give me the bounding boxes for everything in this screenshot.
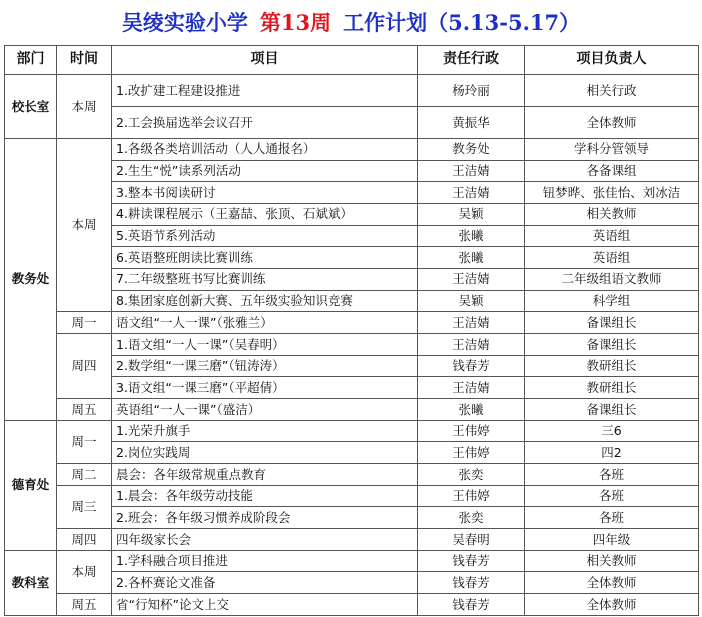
owner-cell: 备课组长 [525,399,699,421]
table-row [5,529,699,551]
admin-cell: 王洁婧 [418,269,525,291]
admin-cell: 杨玲丽 [418,75,525,107]
table-row [5,334,699,356]
admin-cell: 王洁婧 [418,160,525,182]
item-cell: 1.学科融合项目推进 [112,550,418,572]
admin-cell: 张曦 [418,225,525,247]
header-time: 时间 [57,46,112,75]
owner-cell: 三6 [525,420,699,442]
table-row [5,312,699,334]
admin-cell: 吴颖 [418,290,525,312]
table-row [5,594,699,616]
time-cell: 周一 [57,312,112,334]
admin-cell: 张曦 [418,399,525,421]
dept-cell: 校长室 [5,75,57,139]
item-cell: 2.数学组“一课三磨”（钮涛涛） [112,355,418,377]
owner-cell: 教研组长 [525,377,699,399]
owner-cell: 英语组 [525,225,699,247]
time-cell: 周五 [57,399,112,421]
admin-cell: 钱春芳 [418,550,525,572]
admin-cell: 王洁婧 [418,312,525,334]
item-cell: 1.语文组“一人一课”（吴春明） [112,334,418,356]
owner-cell: 全体教师 [525,107,699,139]
admin-cell: 张奕 [418,464,525,486]
admin-cell: 王洁婧 [418,377,525,399]
title-school: 吴绫实验小学 [121,10,248,35]
item-cell: 1.改扩建工程建设推进 [112,75,418,107]
admin-cell: 钱春芳 [418,355,525,377]
item-cell: 7.二年级整班书写比赛训练 [112,269,418,291]
admin-cell: 黄振华 [418,107,525,139]
item-cell: 6.英语整班朗读比赛训练 [112,247,418,269]
admin-cell: 吴颖 [418,204,525,226]
owner-cell: 相关教师 [525,204,699,226]
owner-cell: 科学组 [525,290,699,312]
owner-cell: 备课组长 [525,334,699,356]
item-cell: 省“行知杯”论文上交 [112,594,418,616]
admin-cell: 教务处 [418,139,525,161]
owner-cell: 四年级 [525,529,699,551]
admin-cell: 王伟婷 [418,442,525,464]
time-cell: 周二 [57,464,112,486]
admin-cell: 王洁婧 [418,334,525,356]
owner-cell: 各班 [525,464,699,486]
table-row [5,485,699,507]
time-cell: 本周 [57,550,112,593]
table-row [5,75,699,107]
item-cell: 英语组“一人一课”（盛洁） [112,399,418,421]
admin-cell: 钱春芳 [418,572,525,594]
item-cell: 四年级家长会 [112,529,418,551]
header-item: 项目 [112,46,418,75]
admin-cell: 吴春明 [418,529,525,551]
admin-cell: 王伟婷 [418,420,525,442]
item-cell: 4.耕读课程展示（王嘉喆、张顶、石斌斌） [112,204,418,226]
owner-cell: 全体教师 [525,572,699,594]
title-week: 第13周 [259,10,332,35]
item-cell: 8.集团家庭创新大赛、五年级实验知识竞赛 [112,290,418,312]
owner-cell: 学科分管领导 [525,139,699,161]
title-plan: 工作计划（5.13-5.17） [343,10,581,35]
time-cell: 本周 [57,139,112,312]
item-cell: 1.晨会：各年级劳动技能 [112,485,418,507]
owner-cell: 钮梦晔、张佳怡、刘冰洁 [525,182,699,204]
item-cell: 语文组“一人一课”（张雅兰） [112,312,418,334]
admin-cell: 王伟婷 [418,485,525,507]
owner-cell: 教研组长 [525,355,699,377]
owner-cell: 全体教师 [525,594,699,616]
owner-cell: 二年级组语文教师 [525,269,699,291]
work-plan-table [4,45,699,616]
item-cell: 1.光荣升旗手 [112,420,418,442]
dept-cell: 德育处 [5,420,57,550]
table-row [5,420,699,442]
owner-cell: 相关行政 [525,75,699,107]
owner-cell: 四2 [525,442,699,464]
time-cell: 周三 [57,485,112,528]
owner-cell: 各班 [525,485,699,507]
item-cell: 2.班会：各年级习惯养成阶段会 [112,507,418,529]
time-cell: 周四 [57,334,112,399]
admin-cell: 王洁婧 [418,182,525,204]
time-cell: 本周 [57,75,112,139]
table-header-row [5,46,699,75]
item-cell: 晨会：各年级常规重点教育 [112,464,418,486]
header-admin: 责任行政 [418,46,525,75]
item-cell: 3.整本书阅读研讨 [112,182,418,204]
item-cell: 2.岗位实践周 [112,442,418,464]
owner-cell: 各班 [525,507,699,529]
item-cell: 2.生生“悦”读系列活动 [112,160,418,182]
owner-cell: 备课组长 [525,312,699,334]
header-dept: 部门 [5,46,57,75]
table-row [5,399,699,421]
admin-cell: 张曦 [418,247,525,269]
table-row [5,139,699,161]
admin-cell: 钱春芳 [418,594,525,616]
table-row [5,550,699,572]
item-cell: 1.各级各类培训活动（人人通报名） [112,139,418,161]
header-owner: 项目负责人 [525,46,699,75]
owner-cell: 相关教师 [525,550,699,572]
dept-cell: 教务处 [5,139,57,421]
owner-cell: 英语组 [525,247,699,269]
time-cell: 周一 [57,420,112,463]
admin-cell: 张奕 [418,507,525,529]
table-row [5,464,699,486]
item-cell: 2.各杯赛论文准备 [112,572,418,594]
dept-cell: 教科室 [5,550,57,615]
item-cell: 5.英语节系列活动 [112,225,418,247]
page-title [0,0,702,44]
time-cell: 周四 [57,529,112,551]
owner-cell: 各备课组 [525,160,699,182]
item-cell: 3.语文组“一课三磨”（平超倩） [112,377,418,399]
item-cell: 2.工会换届选举会议召开 [112,107,418,139]
time-cell: 周五 [57,594,112,616]
